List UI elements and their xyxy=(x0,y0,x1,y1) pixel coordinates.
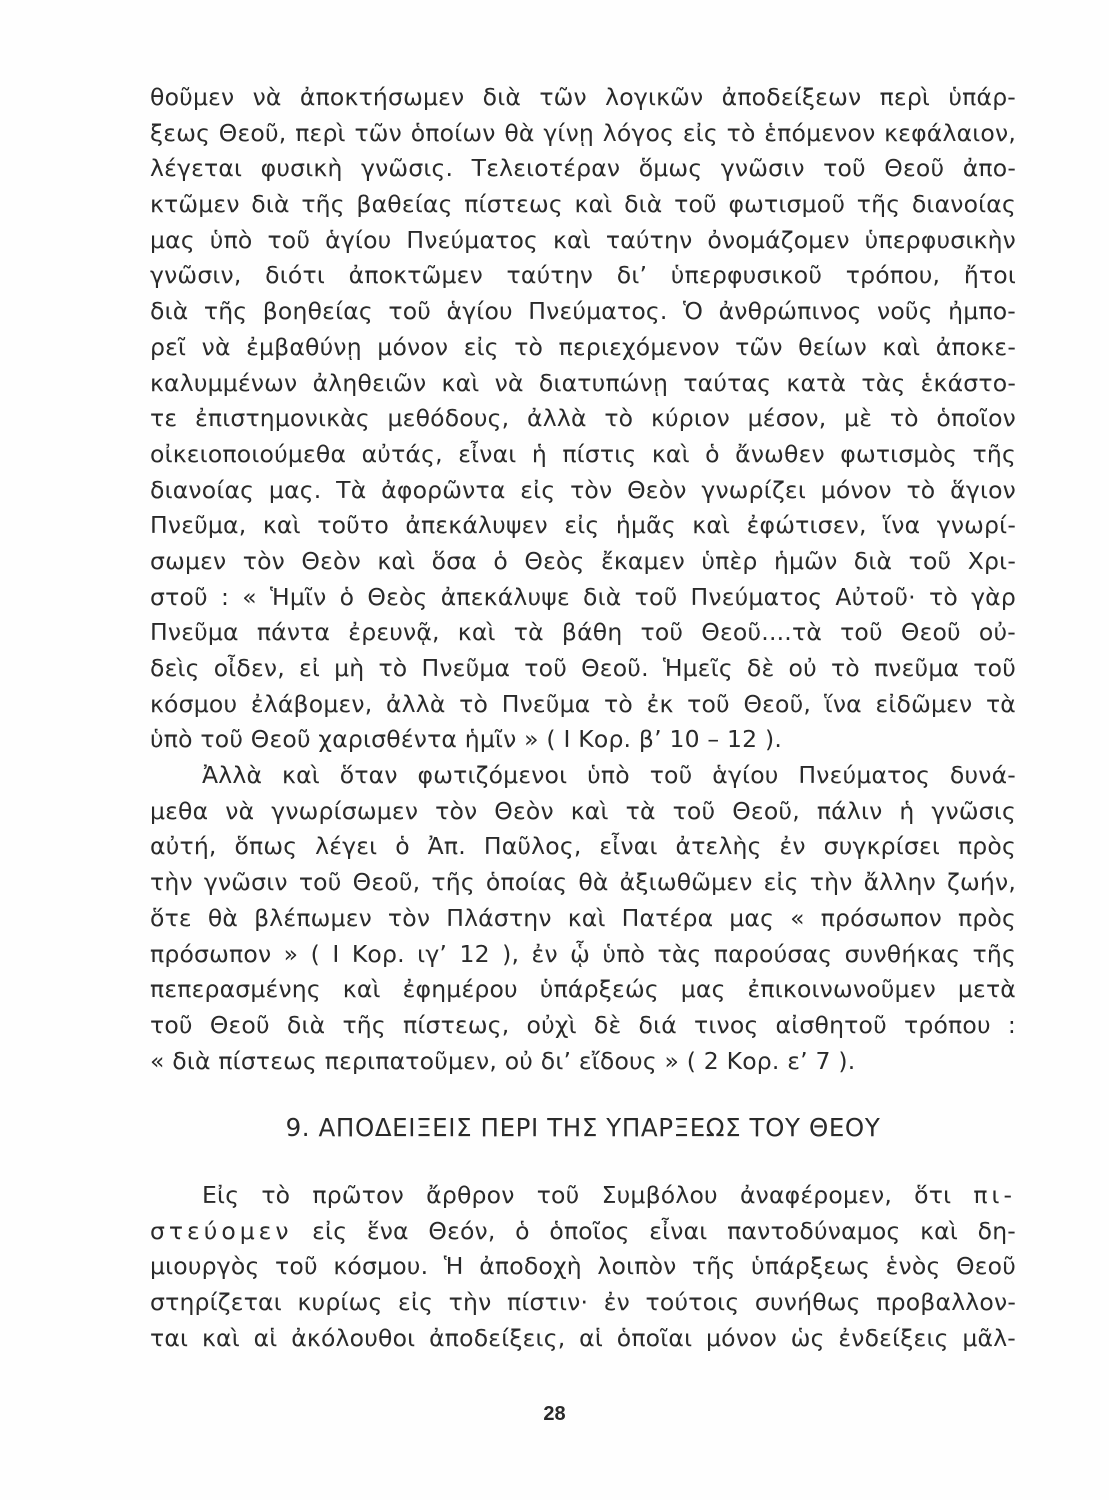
text-line: κτῶμεν διὰ τῆς βαθείας πίστεως καὶ διὰ τοῦ φωτισμοῦ τῆς διανοίας xyxy=(150,190,1016,219)
text-line: αὐτή, ὅπως λέγει ὁ Ἀπ. Παῦλος, εἶναι ἀτελὴς ἐν συγκρίσει πρὸς xyxy=(150,832,1016,861)
text-line: μιουργὸς τοῦ κόσμου. Ἡ ἀποδοχὴ λοιπὸν τῆς ὑπάρξεως ἑνὸς Θεοῦ xyxy=(150,1252,1016,1281)
text-line: τὴν γνῶσιν τοῦ Θεοῦ, τῆς ὁποίας θὰ ἀξιωθῶμεν εἰς τὴν ἄλλην ζωήν, xyxy=(150,868,1016,897)
text-segment: εἰς ἕνα Θεόν, ὁ ὁποῖος εἶναι παντοδύναμος καὶ δη- xyxy=(292,1216,1016,1245)
text-line: τε ἐπιστημονικὰς μεθόδους, ἀλλὰ τὸ κύριον μέσον, μὲ τὸ ὁποῖον xyxy=(150,404,1016,433)
text-line: ρεῖ νὰ ἐμβαθύνῃ μόνον εἰς τὸ περιεχόμενον τῶν θείων καὶ ἀποκε- xyxy=(150,332,1016,361)
text-line: στηρίζεται κυρίως εἰς τὴν πίστιν· ἐν τούτοις συνήθως προβαλλον- xyxy=(150,1288,1016,1317)
text-line: « διὰ πίστεως περιπατοῦμεν, οὐ δι’ εἴδους » ( 2 Κορ. ε’ 7 ). xyxy=(150,1046,856,1075)
text-line: τοῦ Θεοῦ διὰ τῆς πίστεως, οὐχὶ δὲ διά τινος αἰσθητοῦ τρόπου : xyxy=(150,1010,1016,1039)
body-text-upper xyxy=(150,80,1016,1079)
text-line: ξεως Θεοῦ, περὶ τῶν ὁποίων θὰ γίνῃ λόγος εἰς τὸ ἑπόμενον κεφάλαιον, xyxy=(150,118,1016,147)
text-line: ὅτε θὰ βλέπωμεν τὸν Πλάστην καὶ Πατέρα μας « πρόσωπον πρὸς xyxy=(150,903,1016,932)
spaced-emphasis: πι- xyxy=(973,1181,1016,1209)
text-line: ὑπὸ τοῦ Θεοῦ χαρισθέντα ἡμῖν » ( Ι Κορ. β’ 10 – 12 ). xyxy=(150,725,783,754)
text-line: λέγεται φυσικὴ γνῶσις. Τελειοτέραν ὅμως γνῶσιν τοῦ Θεοῦ ἀπο- xyxy=(150,154,1016,183)
spaced-emphasis: στεύομεν xyxy=(150,1216,293,1245)
text-line: δεὶς οἶδεν, εἰ μὴ τὸ Πνεῦμα τοῦ Θεοῦ. Ἡμεῖς δὲ οὐ τὸ πνεῦμα τοῦ xyxy=(150,654,1016,682)
text-line: γνῶσιν, διότι ἀποκτῶμεν ταύτην δι’ ὑπερφυσικοῦ τρόπου, ἤτοι xyxy=(150,261,1016,290)
text-line xyxy=(150,1178,1016,1214)
text-line: οἰκειοποιούμεθα αὐτάς, εἶναι ἡ πίστις καὶ ὁ ἄνωθεν φωτισμὸς τῆς xyxy=(150,439,1016,468)
text-line: κόσμου ἐλάβομεν, ἀλλὰ τὸ Πνεῦμα τὸ ἐκ τοῦ Θεοῦ, ἵνα εἰδῶμεν τὰ xyxy=(150,689,1016,718)
text-line: Ἀλλὰ καὶ ὅταν φωτιζόμενοι ὑπὸ τοῦ ἁγίου Πνεύματος δυνά- xyxy=(202,761,1016,790)
text-line: θοῦμεν νὰ ἀποκτήσωμεν διὰ τῶν λογικῶν ἀποδείξεων περὶ ὑπάρ- xyxy=(150,83,1016,111)
section-heading: 9. ΑΠΟΔΕΙΞΕΙΣ ΠΕΡΙ ΤΗΣ ΥΠΑΡΞΕΩΣ ΤΟΥ ΘΕΟΥ xyxy=(285,1113,881,1142)
body-text-lower xyxy=(150,1178,1016,1356)
text-line: στοῦ : « Ἡμῖν ὁ Θεὸς ἀπεκάλυψε διὰ τοῦ Πνεύματος Αὐτοῦ· τὸ γὰρ xyxy=(150,582,1016,611)
text-line xyxy=(150,1214,1016,1250)
text-line: μεθα νὰ γνωρίσωμεν τὸν Θεὸν καὶ τὰ τοῦ Θεοῦ, πάλιν ἡ γνῶσις xyxy=(150,796,1016,825)
text-line: πρόσωπον » ( Ι Κορ. ιγ’ 12 ), ἐν ᾧ ὑπὸ τὰς παρούσας συνθήκας τῆς xyxy=(150,939,1016,968)
text-line: ται καὶ αἱ ἀκόλουθοι ἀποδείξεις, αἱ ὁποῖαι μόνον ὡς ἐνδείξεις μᾶλ- xyxy=(150,1323,1016,1352)
page-number: 28 xyxy=(543,1403,566,1425)
text-line: Πνεῦμα, καὶ τοῦτο ἀπεκάλυψεν εἰς ἡμᾶς καὶ ἐφώτισεν, ἵνα γνωρί- xyxy=(150,511,1016,540)
text-segment: Εἰς τὸ πρῶτον ἄρθρον τοῦ Συμβόλου ἀναφέρομεν, ὅτι xyxy=(202,1181,952,1209)
text-line: διὰ τῆς βοηθείας τοῦ ἁγίου Πνεύματος. Ὁ ἀνθρώπινος νοῦς ἠμπο- xyxy=(150,297,1016,326)
text-line: διανοίας μας. Τὰ ἀφορῶντα εἰς τὸν Θεὸν γνωρίζει μόνον τὸ ἅγιον xyxy=(150,475,1016,504)
text-line: πεπερασμένης καὶ ἐφημέρου ὑπάρξεώς μας ἐπικοινωνοῦμεν μετὰ xyxy=(150,975,1016,1004)
text-line: καλυμμένων ἀληθειῶν καὶ νὰ διατυπώνῃ ταύτας κατὰ τὰς ἑκάστο- xyxy=(150,368,1016,397)
text-line: Πνεῦμα πάντα ἐρευνᾷ, καὶ τὰ βάθη τοῦ Θεοῦ....τὰ τοῦ Θεοῦ οὐ- xyxy=(150,618,1016,647)
text-line: σωμεν τὸν Θεὸν καὶ ὅσα ὁ Θεὸς ἔκαμεν ὑπὲρ ἡμῶν διὰ τοῦ Χρι- xyxy=(150,546,1016,575)
text-line: μας ὑπὸ τοῦ ἁγίου Πνεύματος καὶ ταύτην ὀνομάζομεν ὑπερφυσικὴν xyxy=(150,225,1016,254)
